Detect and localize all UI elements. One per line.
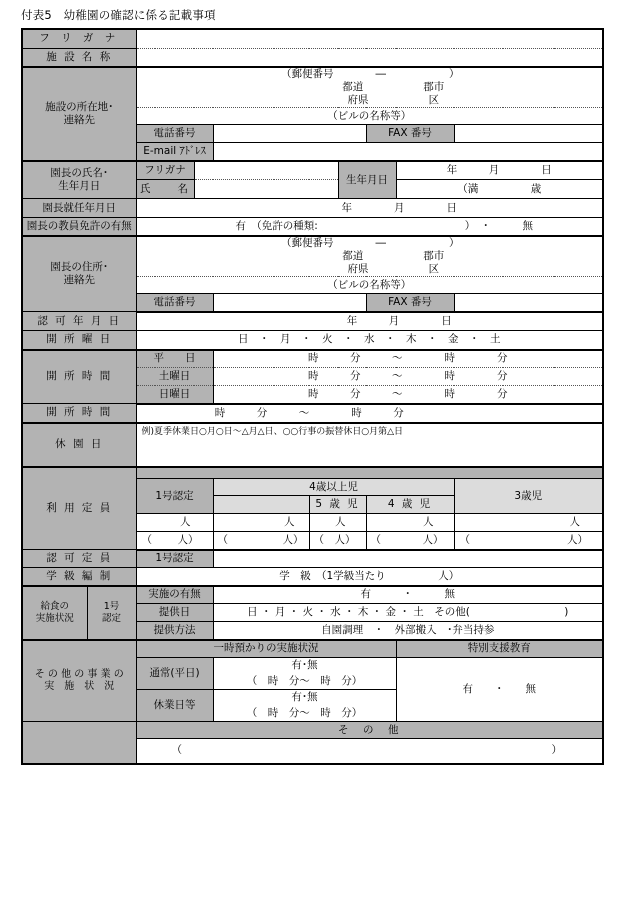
closed-days-value[interactable]: 例)夏季休業日○月○日～△月△日、○○行事の振替休日○月第△日 <box>136 423 603 467</box>
row-approval-date <box>22 312 603 331</box>
teacher-license-value[interactable]: 有 （免許の種類: ） ・ 無 <box>136 218 603 236</box>
facility-postal-code: （郵便番号 ― ） <box>281 68 460 80</box>
temp-normal-label: 通常(平日) <box>136 658 213 690</box>
meal-label: 給食の 実施状況 <box>22 586 87 640</box>
principal-tel-value[interactable] <box>213 294 366 312</box>
row-capacity-top-strip <box>22 467 603 479</box>
capacity-age4plus-paren[interactable]: （ 人） <box>213 532 309 550</box>
other-value[interactable]: （ ） <box>136 739 603 764</box>
temp-closed-label: 休業日等 <box>136 690 213 722</box>
row-other-business-header <box>22 640 603 658</box>
saturday-time-value[interactable]: 時 分 ～ 時 分 <box>213 368 603 386</box>
row-facility-address <box>22 67 603 108</box>
capacity-type1-paren[interactable]: （ 人） <box>136 532 213 550</box>
principal-shimei-value[interactable] <box>194 180 338 199</box>
temp-closed-time[interactable]: （ 時 分～ 時 分） <box>213 706 396 722</box>
appointment-date-label: 園長就任年月日 <box>22 199 136 218</box>
licensed-capacity-label: 認 可 定 員 <box>22 550 136 568</box>
furigana-value[interactable] <box>136 29 603 48</box>
facility-email-label: E-mail ｱﾄﾞﾚｽ <box>136 143 213 161</box>
class-organization-label: 学 級 編 制 <box>22 568 136 586</box>
row-open-hours-weekday <box>22 350 603 368</box>
furigana-label: フ リ ガ ナ <box>22 29 136 48</box>
facility-tel-value[interactable] <box>213 125 366 143</box>
kindergarten-registration-form <box>21 28 604 765</box>
facility-name-value[interactable] <box>136 48 603 67</box>
other-section-spacer <box>22 722 136 764</box>
row-other-header <box>22 722 603 739</box>
principal-shimei-label: 氏 名 <box>136 180 194 199</box>
capacity-age5-nin[interactable]: 人 <box>309 514 366 532</box>
principal-tel-label: 電話番号 <box>136 294 213 312</box>
row-closed-days <box>22 423 603 467</box>
row-principal-name <box>22 161 603 180</box>
row-open-days <box>22 331 603 350</box>
capacity-age4plus-blank <box>213 496 309 514</box>
principal-birthdate-year[interactable]: 年 月 日 <box>396 161 603 180</box>
principal-prefecture-line: 都道 郡市 <box>342 250 445 262</box>
row-teacher-license <box>22 218 603 236</box>
facility-email-value[interactable] <box>213 143 603 161</box>
sunday-label: 日曜日 <box>136 386 213 404</box>
closed-days-label: 休 園 日 <box>22 423 136 467</box>
principal-furigana-label: フリガナ <box>136 161 194 180</box>
open-days-value[interactable]: 日 ・ 月 ・ 火 ・ 水 ・ 木 ・ 金 ・ 土 <box>136 331 603 350</box>
capacity-age5-label: 5 歳 児 <box>309 496 366 514</box>
teacher-license-label: 園長の教員免許の有無 <box>22 218 136 236</box>
sunday-time-value[interactable]: 時 分 ～ 時 分 <box>213 386 603 404</box>
special-support-header: 特別支援教育 <box>396 640 603 658</box>
other-business-label: そ の 他 の 事 業 の 実 施 状 況 <box>22 640 136 722</box>
capacity-age4-nin[interactable]: 人 <box>366 514 454 532</box>
open-days-label: 開 所 曜 日 <box>22 331 136 350</box>
capacity-age4plus-label: 4歳以上児 <box>213 479 454 496</box>
capacity-age4-paren[interactable]: （ 人） <box>366 532 454 550</box>
weekday-label: 平 日 <box>136 350 213 368</box>
principal-building-name[interactable]: （ビルの名称等） <box>136 277 603 294</box>
open-hours-label: 開 所 時 間 <box>22 350 136 404</box>
row-meal-implementation <box>22 586 603 604</box>
principal-postal-code: （郵便番号 ― ） <box>281 236 460 249</box>
facility-prefecture-line: 都道 郡市 <box>342 81 445 94</box>
row-appointment-date <box>22 199 603 218</box>
facility-tel-label: 電話番号 <box>136 125 213 143</box>
principal-fax-label: FAX 番号 <box>366 294 454 312</box>
row-open-hours-total <box>22 404 603 423</box>
principal-address-value[interactable] <box>136 236 603 277</box>
principal-name-label: 園長の氏名･ 生年月日 <box>22 161 136 199</box>
temp-normal-time[interactable]: （ 時 分～ 時 分） <box>213 674 396 690</box>
meal-type1-label: 1号 認定 <box>87 586 136 640</box>
meal-method-value[interactable]: 自園調理 ・ 外部搬入 ･弁当持参 <box>213 622 603 640</box>
capacity-age4plus-nin[interactable]: 人 <box>213 514 309 532</box>
facility-fax-value[interactable] <box>454 125 603 143</box>
capacity-age3-nin[interactable]: 人 <box>454 514 603 532</box>
row-facility-name <box>22 48 603 67</box>
other-header: そ の 他 <box>136 722 603 739</box>
meal-days-value[interactable]: 日 ・ 月 ・ 火 ・ 水 ・ 木 ・ 金 ・ 土 その他( ) <box>213 604 603 622</box>
special-support-value[interactable]: 有 ・ 無 <box>396 658 603 722</box>
row-furigana <box>22 29 603 48</box>
approval-date-value[interactable]: 年 月 日 <box>136 312 603 331</box>
facility-name-label: 施 設 名 称 <box>22 48 136 67</box>
class-organization-value[interactable]: 学 級 （1学級当たり 人） <box>136 568 603 586</box>
row-class-organization <box>22 568 603 586</box>
meal-impl-value[interactable]: 有 ・ 無 <box>213 586 603 604</box>
capacity-age3-paren[interactable]: （ 人） <box>454 532 603 550</box>
weekday-time-value[interactable]: 時 分 ～ 時 分 <box>213 350 603 368</box>
row-licensed-capacity <box>22 550 603 568</box>
principal-city-line: 府県 区 <box>347 263 440 276</box>
principal-furigana-value[interactable] <box>194 161 338 180</box>
principal-fax-value[interactable] <box>454 294 603 312</box>
licensed-capacity-value[interactable] <box>213 550 603 568</box>
meal-method-label: 提供方法 <box>136 622 213 640</box>
facility-city-line: 府県 区 <box>347 94 440 107</box>
appointment-date-value[interactable]: 年 月 日 <box>136 199 603 218</box>
capacity-label: 利 用 定 員 <box>22 467 136 550</box>
temp-closed-yesno[interactable]: 有･無 <box>213 690 396 706</box>
facility-address-label: 施設の所在地･ 連絡先 <box>22 67 136 161</box>
principal-birthdate-label: 生年月日 <box>338 161 396 199</box>
facility-fax-label: FAX 番号 <box>366 125 454 143</box>
temp-care-header: 一時預かりの実施状況 <box>136 640 396 658</box>
capacity-age3-label: 3歳児 <box>454 479 603 514</box>
meal-impl-label: 実施の有無 <box>136 586 213 604</box>
capacity-type1-label: 1号認定 <box>136 479 213 514</box>
facility-address-value[interactable] <box>136 67 603 108</box>
approval-date-label: 認 可 年 月 日 <box>22 312 136 331</box>
capacity-type1-nin[interactable]: 人 <box>136 514 213 532</box>
meal-days-label: 提供日 <box>136 604 213 622</box>
licensed-capacity-type1-label: 1号認定 <box>136 550 213 568</box>
temp-normal-yesno[interactable]: 有･無 <box>213 658 396 674</box>
capacity-strip <box>136 467 603 479</box>
facility-building-name[interactable]: （ビルの名称等） <box>136 108 603 125</box>
open-hours-total-value[interactable]: 時 分 ～ 時 分 <box>136 404 603 423</box>
capacity-age4-label: 4 歳 児 <box>366 496 454 514</box>
open-hours-total-label: 開 所 時 間 <box>22 404 136 423</box>
document-title: 付表5 幼稚園の確認に係る記載事項 <box>21 8 216 22</box>
saturday-label: 土曜日 <box>136 368 213 386</box>
capacity-age5-paren[interactable]: （ 人） <box>309 532 366 550</box>
principal-age-value[interactable]: （満 歳 <box>396 180 603 199</box>
row-principal-address <box>22 236 603 277</box>
principal-address-label: 園長の住所･ 連絡先 <box>22 236 136 312</box>
